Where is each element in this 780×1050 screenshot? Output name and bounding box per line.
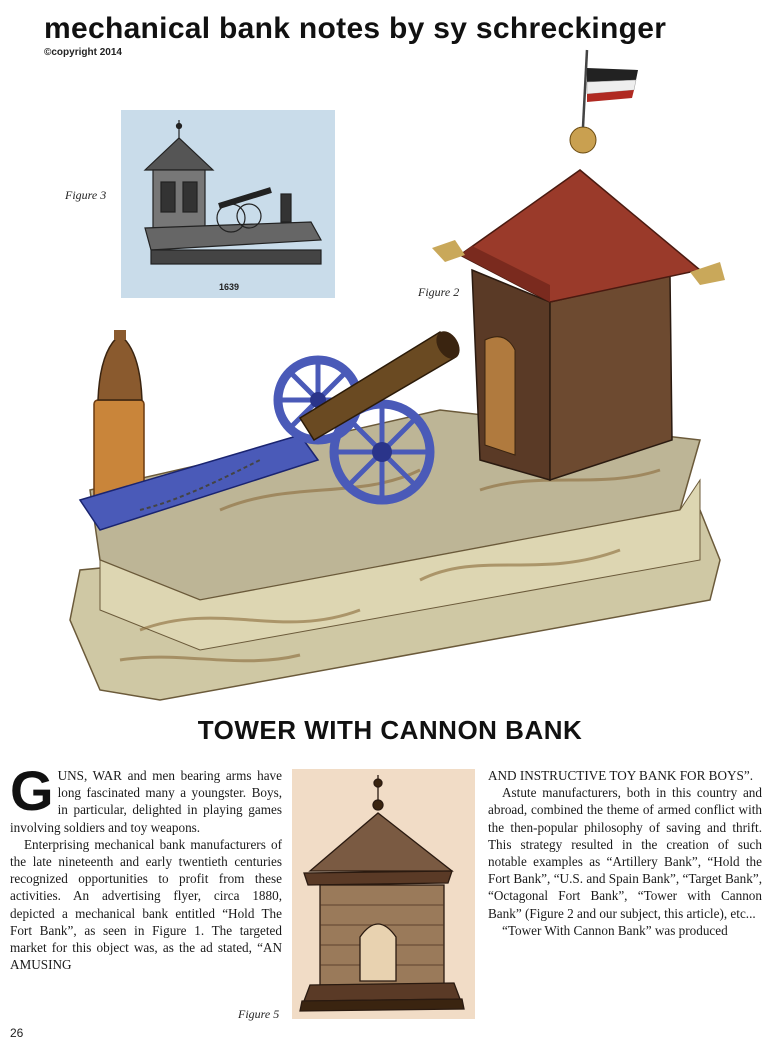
page-number: 26: [10, 1026, 24, 1040]
paragraph-1-text: UNS, WAR and men bearing arms have long fascinated many a youngster. Boys, in particular, delighted in playing games involving soldiers and toy weapons.: [10, 768, 282, 835]
paragraph-5: “Tower With Cannon Bank” was produced: [502, 922, 728, 938]
figure-5-tower-drawing: [292, 769, 475, 1019]
paragraph-4: Astute manufacturers, both in this country and abroad, combined the theme of armed conflict with the then-popular philosophy of saving and thrift. This strategy resulted in the creation of such notable examples as “Artillery Bank”, “Hold the Fort Bank”, “U.S. and Spain Bank”, “Target Bank”, “Octagonal Fort Bank”, “Tower with Cannon Bank” (Figure 2 and our subject, this article), etc...: [488, 785, 762, 921]
figure-3-number: 1639: [219, 282, 240, 292]
figure-2-bank-photo: [60, 40, 740, 705]
drop-cap: G: [10, 759, 54, 822]
figure-2-caption: Figure 2: [418, 285, 460, 299]
paragraph-3: AND INSTRUCTIVE TOY BANK FOR BOYS”.: [488, 768, 753, 783]
figure-3-caption: Figure 3: [65, 188, 107, 202]
text-column-left: [10, 759, 282, 973]
figure-5-caption: Figure 5: [238, 1007, 280, 1021]
text-column-right: [488, 767, 762, 939]
paragraph-2: Enterprising mechanical bank manufacturers of the late nineteenth and early twentieth centuries recognized opportunities to profit from these activities. An advertising flyer, circa 1880, depicted a mechanical bank entitled “Hold The Fort Bank”, as seen in Figure 1. The targeted market for this object was, as the ad stated, “AN AMUSING: [10, 836, 282, 973]
article-title: TOWER WITH CANNON BANK: [197, 715, 583, 745]
copyright-notice: ©copyright 2014: [44, 47, 122, 58]
figure-5-illustration: [292, 769, 475, 1019]
paragraph-1: [10, 759, 282, 836]
page-header-title: mechanical bank notes by sy schreckinger: [44, 12, 667, 45]
